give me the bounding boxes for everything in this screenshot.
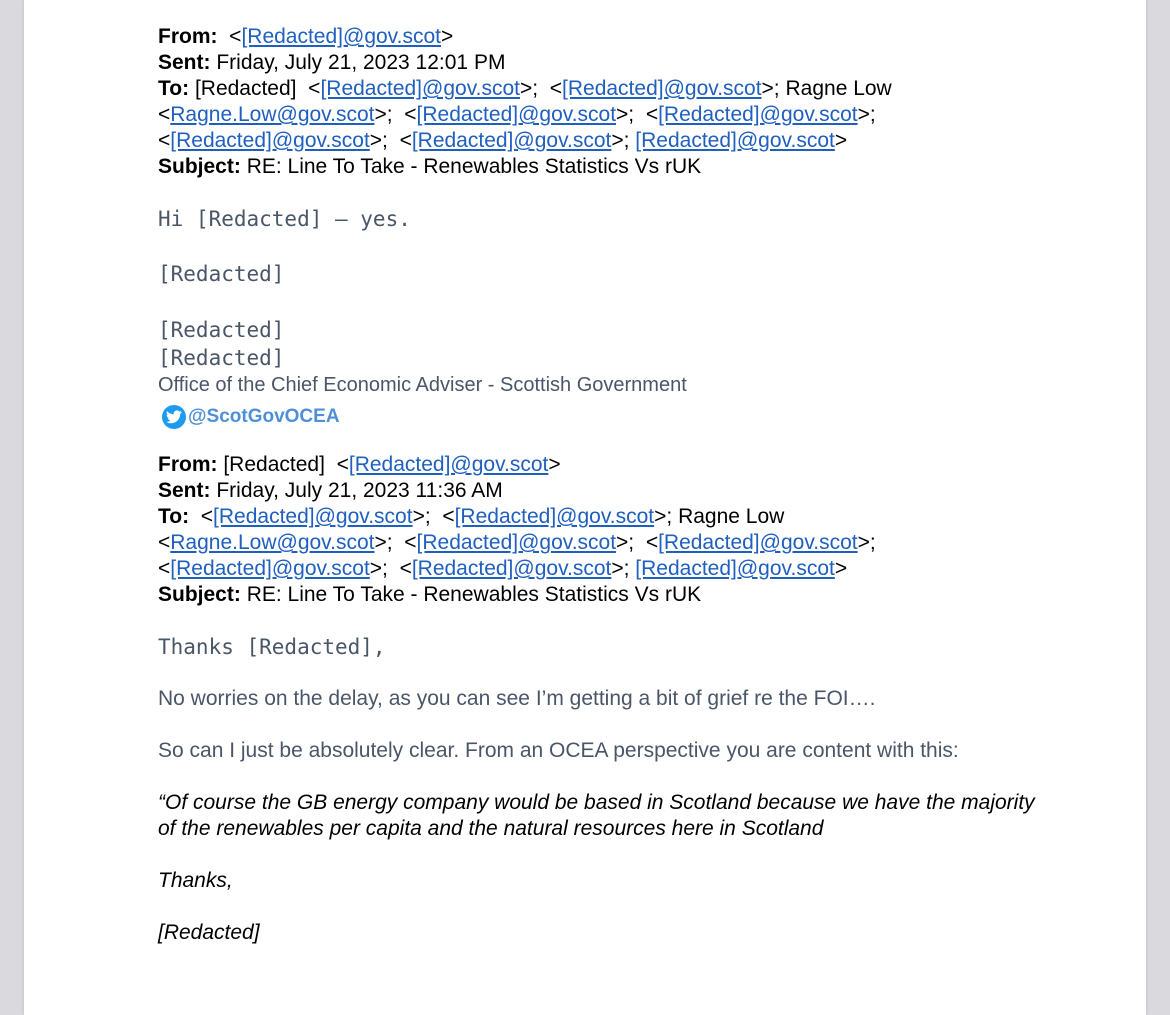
email1-sig-office: Office of the Chief Economic Adviser - Scottish Government — [158, 374, 687, 396]
email2-to-link6[interactable]: [Redacted]@gov.scot — [170, 557, 370, 580]
email1-to-link3[interactable]: Ragne.Low@gov.scot — [170, 103, 375, 126]
email2-to-link8[interactable]: [Redacted]@gov.scot — [635, 557, 835, 580]
email2-from-name: [Redacted] — [223, 453, 325, 476]
email2-quote: “Of course the GB energy company would be based in Scotland because we have the majority of the renewables per capita and the natural resources here in Scotland — [158, 791, 1035, 840]
email2-to-name2: Ragne Low — [678, 505, 785, 528]
to-label: To: — [158, 77, 190, 100]
sent-label: Sent: — [158, 479, 211, 502]
email1-greeting: Hi [Redacted] – yes. — [158, 207, 411, 231]
subject-label: Subject: — [158, 155, 241, 178]
email2-sent-value: Friday, July 21, 2023 11:36 AM — [216, 479, 503, 502]
twitter-bird-icon — [162, 405, 186, 429]
email2-para2: So can I just be absolutely clear. From an OCEA perspective you are content with this: — [158, 739, 959, 762]
email2-sent-line — [158, 478, 1038, 504]
email1-from-line: From: <[Redacted]@gov.scot> — [158, 25, 454, 48]
email2-subject-value: RE: Line To Take - Renewables Statistics Vs rUK — [246, 583, 702, 606]
email1-to-link6[interactable]: [Redacted]@gov.scot — [170, 129, 370, 152]
email2-from-line: From: [Redacted] <[Redacted]@gov.scot> — [158, 453, 561, 476]
email1-header — [158, 24, 1038, 180]
subject-label: Subject: — [158, 583, 241, 606]
twitter-link[interactable] — [158, 402, 1038, 432]
from-label: From: — [158, 453, 218, 476]
email1-signoff: [Redacted] — [158, 262, 285, 286]
email1-to-link2[interactable]: [Redacted]@gov.scot — [562, 77, 762, 100]
email2-greeting: Thanks [Redacted], — [158, 635, 386, 659]
email1-to-link5[interactable]: [Redacted]@gov.scot — [658, 103, 858, 126]
twitter-handle: @ScotGovOCEA — [188, 406, 340, 427]
email2-para1: No worries on the delay, as you can see I’m getting a bit of grief re the FOI…. — [158, 687, 876, 710]
email1-to-name2: Ragne Low — [785, 77, 892, 100]
email2-to-link4[interactable]: [Redacted]@gov.scot — [416, 531, 617, 554]
email1-to-link4[interactable]: [Redacted]@gov.scot — [416, 103, 617, 126]
email1-sent-line — [158, 50, 1038, 76]
email1-from-link[interactable]: [Redacted]@gov.scot — [241, 25, 441, 48]
email1-to-link8[interactable]: [Redacted]@gov.scot — [635, 129, 835, 152]
email2-to-line: To: <[Redacted]@gov.scot>; <[Redacted]@gov.scot>; Ragne Low <Ragne.Low@gov.scot>; <[Redacted]@gov.scot>; <[Redacted]@gov.scot>; <[Redacted]@gov.scot>; <[Redacted]@gov.scot>; [Redacted]@gov.scot> — [158, 505, 876, 580]
email2-to-link3[interactable]: Ragne.Low@gov.scot — [170, 531, 375, 554]
email2-to-link5[interactable]: [Redacted]@gov.scot — [658, 531, 858, 554]
email2-signoff: [Redacted] — [158, 921, 260, 944]
email2-from-link[interactable]: [Redacted]@gov.scot — [348, 453, 549, 476]
email1-sig-name: [Redacted] — [158, 318, 285, 342]
email-thread — [158, 24, 1038, 946]
email1-subject-value: RE: Line To Take - Renewables Statistics Vs rUK — [246, 155, 702, 178]
document-page — [24, 0, 1146, 1015]
email2-to-link7[interactable]: [Redacted]@gov.scot — [411, 557, 612, 580]
email1-to-link7[interactable]: [Redacted]@gov.scot — [411, 129, 612, 152]
email1-sig-title: [Redacted] — [158, 346, 285, 370]
email2-subject-line — [158, 582, 1038, 608]
email2-to-link2[interactable]: [Redacted]@gov.scot — [454, 505, 655, 528]
email1-to-line: To: [Redacted] <[Redacted]@gov.scot>; <[Redacted]@gov.scot>; Ragne Low <Ragne.Low@gov.scot>; <[Redacted]@gov.scot>; <[Redacted]@gov.scot>; <[Redacted]@gov.scot>; <[Redacted]@gov.scot>; [Redacted]@gov.scot> — [158, 77, 892, 152]
email2-header — [158, 452, 1038, 608]
email2-to-link1[interactable]: [Redacted]@gov.scot — [213, 505, 413, 528]
sent-label: Sent: — [158, 51, 211, 74]
email1-to-link1[interactable]: [Redacted]@gov.scot — [320, 77, 520, 100]
email1-subject-line — [158, 154, 1038, 180]
from-label: From: — [158, 25, 218, 48]
to-label: To: — [158, 505, 190, 528]
email2-thanks: Thanks, — [158, 869, 233, 892]
email1-to-name1: [Redacted] — [194, 77, 297, 100]
email1-sent-value: Friday, July 21, 2023 12:01 PM — [216, 51, 506, 74]
